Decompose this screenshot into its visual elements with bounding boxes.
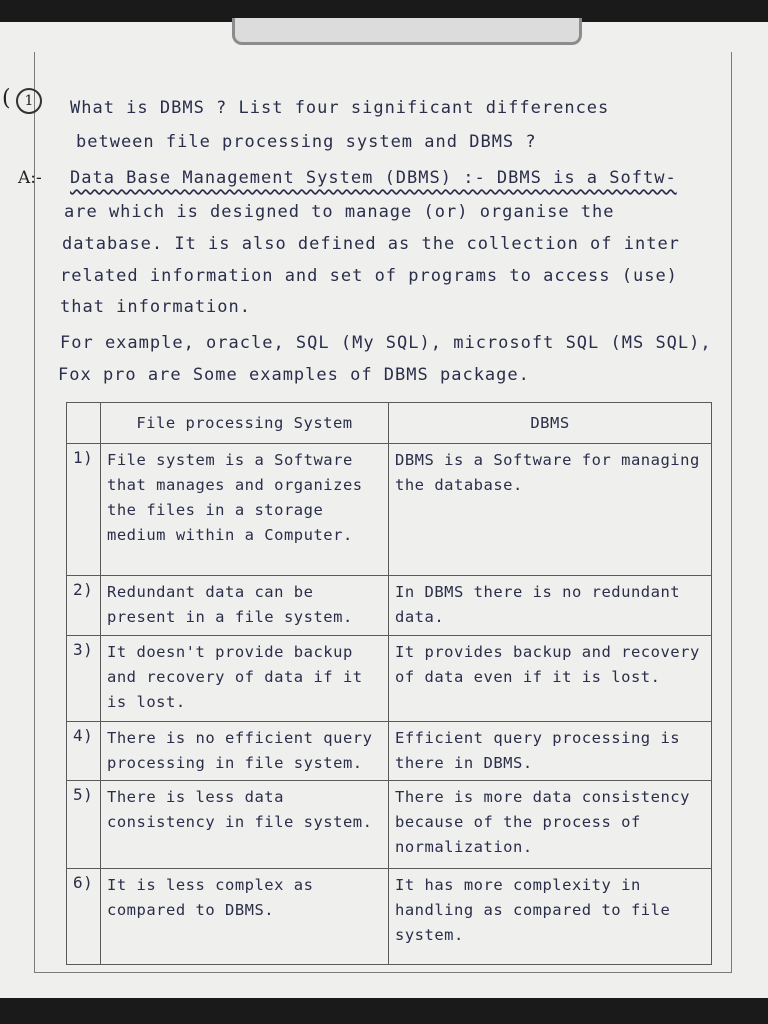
file-processing-cell: It doesn't provide backup and recovery of data if it is lost. (101, 636, 389, 722)
answer-label: A:- (18, 168, 42, 188)
question-line-1: What is DBMS ? List four significant differences (70, 98, 610, 118)
definition-line-2: are which is designed to manage (or) organise the (64, 202, 615, 222)
row-number: 3) (67, 636, 101, 722)
definition-line-4: related information and set of programs to access (use) (60, 266, 678, 286)
table-row (67, 722, 712, 781)
file-processing-cell: It is less complex as compared to DBMS. (101, 869, 389, 965)
dbms-cell: In DBMS there is no redundant data. (389, 576, 712, 636)
header-dbms: DBMS (389, 403, 712, 444)
notebook-page (0, 22, 768, 998)
file-processing-cell: There is less data consistency in file system. (101, 781, 389, 869)
table-row (67, 781, 712, 869)
table-header-row (67, 403, 712, 444)
row-number: 6) (67, 869, 101, 965)
row-number: 5) (67, 781, 101, 869)
row-number: 2) (67, 576, 101, 636)
row-number: 4) (67, 722, 101, 781)
row-number: 1) (67, 444, 101, 576)
table-row (67, 636, 712, 722)
definition-line-3: database. It is also defined as the collection of inter (62, 234, 680, 254)
clipboard-clip (232, 18, 582, 45)
comparison-table (66, 402, 712, 965)
margin-bracket: ( (2, 86, 11, 111)
dbms-cell: DBMS is a Software for managing the database. (389, 444, 712, 576)
dbms-cell: There is more data consistency because of the process of normalization. (389, 781, 712, 869)
definition-line-1: Data Base Management System (DBMS) :- DBMS is a Softw- (70, 168, 677, 188)
question-number: 1 (16, 88, 42, 114)
definition-line-5: that information. (60, 297, 251, 317)
example-line-1: For example, oracle, SQL (My SQL), microsoft SQL (MS SQL), (60, 333, 712, 353)
table-row (67, 869, 712, 965)
file-processing-cell: Redundant data can be present in a file system. (101, 576, 389, 636)
question-line-2: between file processing system and DBMS ? (76, 132, 537, 152)
header-file-processing: File processing System (101, 403, 389, 444)
dbms-cell: Efficient query processing is there in DBMS. (389, 722, 712, 781)
table-row (67, 444, 712, 576)
example-line-2: Fox pro are Some examples of DBMS package. (58, 365, 530, 385)
dbms-cell: It provides backup and recovery of data even if it is lost. (389, 636, 712, 722)
header-number-cell (67, 403, 101, 444)
dbms-cell: It has more complexity in handling as compared to file system. (389, 869, 712, 965)
file-processing-cell: File system is a Software that manages and organizes the files in a storage medium within a Computer. (101, 444, 389, 576)
file-processing-cell: There is no efficient query processing in file system. (101, 722, 389, 781)
table-row (67, 576, 712, 636)
